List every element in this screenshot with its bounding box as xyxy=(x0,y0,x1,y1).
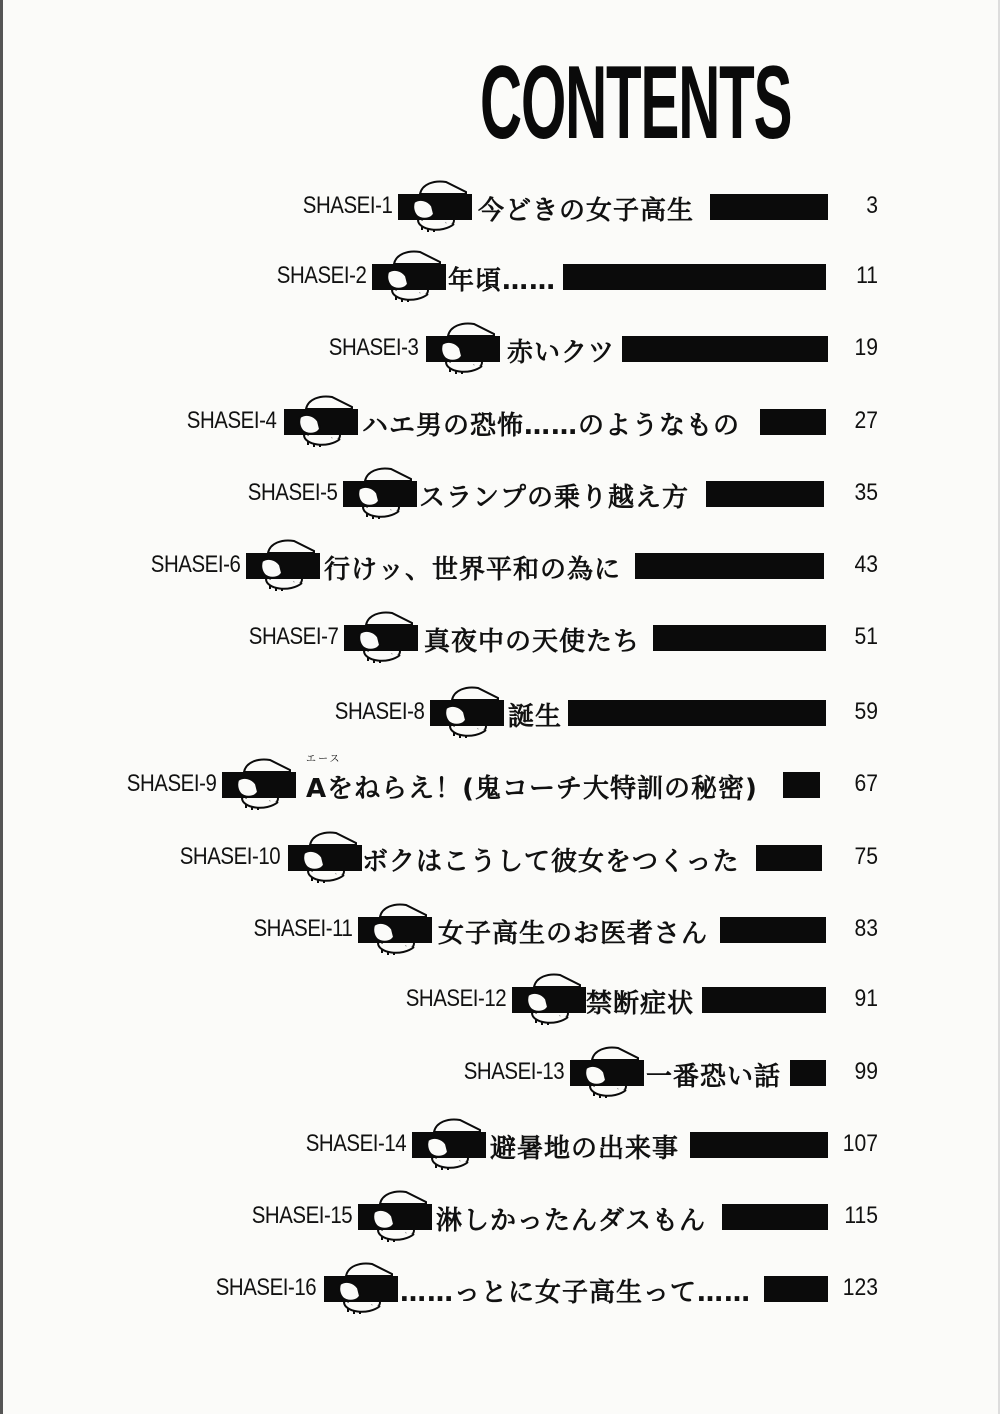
leader-bar xyxy=(722,1204,828,1230)
leader-bar xyxy=(760,409,826,435)
hand-icon xyxy=(512,973,586,1029)
toc-entry[interactable] xyxy=(0,754,1000,818)
page-number: 115 xyxy=(844,1202,878,1229)
chapter-title: 真夜中の天使たち xyxy=(424,627,641,657)
chapter-label: SHASEI-10 xyxy=(179,843,280,870)
chapter-label: SHASEI-7 xyxy=(248,623,338,650)
chapter-title: 女子高生のお医者さん xyxy=(438,919,709,949)
leader-bar xyxy=(635,553,824,579)
chapter-title: 今どきの女子高生 xyxy=(478,196,695,226)
page-number: 99 xyxy=(854,1058,878,1085)
page-number: 35 xyxy=(854,479,878,506)
chapter-title: ハエ男の恐怖……のようなもの xyxy=(362,411,741,441)
page-number: 91 xyxy=(854,985,878,1012)
page-number: 83 xyxy=(854,915,878,942)
toc-entry[interactable] xyxy=(0,973,1000,1033)
leader-bar xyxy=(710,194,828,220)
hand-icon xyxy=(358,1190,432,1246)
leader-bar xyxy=(790,1060,826,1086)
hand-icon xyxy=(398,180,472,236)
toc-entry[interactable] xyxy=(0,1046,1000,1106)
toc-entry[interactable] xyxy=(0,539,1000,599)
hand-icon xyxy=(324,1262,398,1318)
chapter-label: SHASEI-16 xyxy=(215,1274,316,1301)
page-number: 75 xyxy=(854,843,878,870)
leader-bar xyxy=(783,772,820,798)
hand-icon xyxy=(344,611,418,667)
chapter-title: 避暑地の出来事 xyxy=(490,1134,680,1164)
chapter-label: SHASEI-15 xyxy=(251,1202,352,1229)
hand-icon xyxy=(372,250,446,306)
toc-entry[interactable] xyxy=(0,322,1000,382)
hand-icon xyxy=(570,1046,644,1102)
hand-icon xyxy=(222,758,296,814)
chapter-label: SHASEI-11 xyxy=(253,915,352,942)
page-number: 27 xyxy=(854,407,878,434)
chapter-title: 赤いクツ xyxy=(507,338,616,368)
chapter-label: SHASEI-2 xyxy=(276,262,366,289)
chapter-title: 誕生 xyxy=(508,702,563,732)
toc-entry[interactable] xyxy=(0,250,1000,310)
toc-entry[interactable] xyxy=(0,467,1000,527)
chapter-label: SHASEI-14 xyxy=(305,1130,406,1157)
leader-bar xyxy=(756,845,822,871)
page-number: 107 xyxy=(842,1130,878,1157)
hand-icon xyxy=(284,395,358,451)
title-ruby: エース xyxy=(306,754,342,765)
toc-entry[interactable] xyxy=(0,831,1000,891)
chapter-title: 淋しかったんダスもん xyxy=(436,1206,707,1236)
leader-bar xyxy=(764,1276,828,1302)
leader-bar xyxy=(568,700,826,726)
hand-icon xyxy=(246,539,320,595)
leader-bar xyxy=(653,625,826,651)
hand-icon xyxy=(426,322,500,378)
hand-icon xyxy=(343,467,417,523)
leader-bar xyxy=(690,1132,828,1158)
chapter-label: SHASEI-12 xyxy=(405,985,506,1012)
chapter-title: 禁断症状 xyxy=(586,989,695,1019)
toc-entry[interactable] xyxy=(0,611,1000,671)
leader-bar xyxy=(702,987,826,1013)
chapter-title: 行けッ、世界平和の為に xyxy=(324,555,622,585)
chapter-title: ……っとに女子高生って…… xyxy=(400,1278,752,1308)
chapter-title: スランプの乗り越え方 xyxy=(419,483,690,513)
toc-entry[interactable] xyxy=(0,686,1000,746)
toc-entry[interactable] xyxy=(0,1118,1000,1178)
chapter-label: SHASEI-6 xyxy=(150,551,240,578)
page-number: 11 xyxy=(856,262,878,289)
toc-entry[interactable] xyxy=(0,903,1000,963)
leader-bar xyxy=(720,917,826,943)
chapter-title: Aをねらえ！(鬼コーチ大特訓の秘密) xyxy=(306,774,758,804)
leader-bar xyxy=(563,264,826,290)
chapter-label: SHASEI-3 xyxy=(328,334,418,361)
page-number: 67 xyxy=(854,770,878,797)
page-number: 19 xyxy=(854,334,878,361)
chapter-label: SHASEI-13 xyxy=(463,1058,564,1085)
toc-entry[interactable] xyxy=(0,395,1000,455)
leader-bar xyxy=(622,336,828,362)
page-number: 43 xyxy=(854,551,878,578)
contents-heading: CONTENTS xyxy=(480,45,792,161)
toc-entry[interactable] xyxy=(0,1190,1000,1250)
chapter-title: 一番恐い話 xyxy=(646,1062,782,1092)
chapter-label: SHASEI-1 xyxy=(302,192,392,219)
page-number: 51 xyxy=(854,623,878,650)
chapter-title: ボクはこうして彼女をつくった xyxy=(362,847,740,877)
hand-icon xyxy=(288,831,362,887)
chapter-label: SHASEI-5 xyxy=(247,479,337,506)
chapter-title: 年頃…… xyxy=(448,266,557,296)
chapter-label: SHASEI-4 xyxy=(186,407,276,434)
page-number: 59 xyxy=(854,698,878,725)
hand-icon xyxy=(358,903,432,959)
chapter-label: SHASEI-8 xyxy=(334,698,424,725)
toc-entry[interactable] xyxy=(0,1262,1000,1322)
hand-icon xyxy=(430,686,504,742)
hand-icon xyxy=(412,1118,486,1174)
toc-entry[interactable] xyxy=(0,180,1000,240)
page-number: 3 xyxy=(866,192,878,219)
leader-bar xyxy=(706,481,824,507)
page-number: 123 xyxy=(842,1274,878,1301)
chapter-label: SHASEI-9 xyxy=(126,770,216,797)
